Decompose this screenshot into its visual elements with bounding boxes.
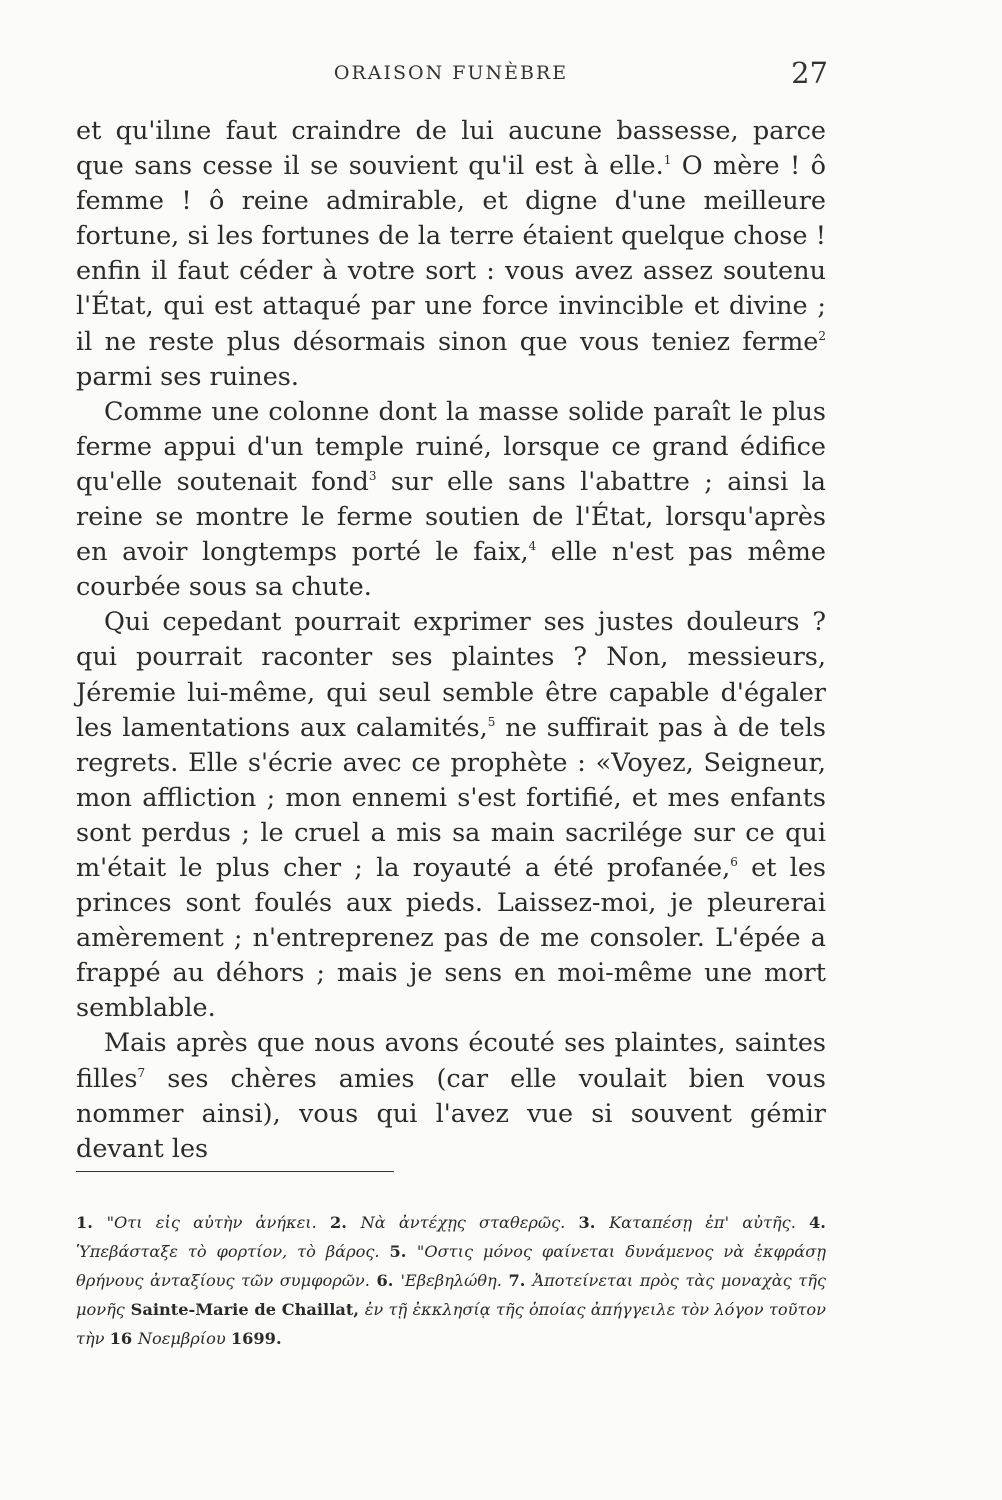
footnote-text: Νὰ ἀντέχῃς σταθερῶς. <box>360 1213 566 1232</box>
footnote-6 <box>377 1271 502 1290</box>
text-run: ne suffirait pas à de tels regrets. Elle s'écrie avec ce prophète : «Voyez, Seigneur, mon affliction ; mon ennemi s'est fortifié, et mes enfants sont perdus ; le cruel a mis sa main sacrilége sur ce qui m'était le plus cher ; la royauté a été profanée, <box>76 712 826 883</box>
footnote-marker: 1 <box>663 153 672 168</box>
footnote-text: "Οστις μόνος φαίνεται δυνάμενος νὰ ἐκφράσῃ θρήνους ἀνταξίους τῶν συμφορῶν. <box>76 1242 826 1290</box>
footnote-marker: 2 <box>818 328 826 343</box>
footnote-number: 1. <box>76 1213 107 1232</box>
footnote-number: 7. <box>508 1271 533 1290</box>
footnote-marker: 3 <box>368 468 377 483</box>
text-run: et qu'ilıne faut craindre de lui aucune bassesse, parce que sans cesse il se souvient qu'il est à elle. <box>76 116 826 182</box>
footnote-number: 6. <box>376 1271 401 1290</box>
footnote-text: Ἀποτείνεται πρὸς τὰς μοναχὰς τῆς μονῆς <box>76 1271 827 1319</box>
footnote-date-day: 16 <box>109 1329 138 1348</box>
footnote-marker: 7 <box>137 1065 146 1080</box>
paragraph-p4 <box>76 1026 826 1166</box>
footnote-number: 4. <box>809 1213 826 1232</box>
text-run: sur elle sans l'abattre ; ainsi la reine se montre le ferme soutien de l'État, lorsqu'après en avoir longtemps porté le faix, <box>76 466 826 568</box>
paragraph-p1 <box>76 114 826 395</box>
footnote-text: "Οτι εἰς αὐτὴν ἀνήκει. <box>106 1213 317 1232</box>
text-run: ses chères amies (car elle voulait bien vous nommer ainsi), vous qui l'avez vue si souvent gémir devant les <box>76 1063 826 1164</box>
body-text <box>76 114 826 1167</box>
text-run: Qui cepedant pourrait exprimer ses justes douleurs ? qui pourrait raconter ses plaintes ? Non, messieurs, Jéremie lui-même, qui seul semble être capable d'égaler les lamentations aux calamités, <box>76 607 826 743</box>
paragraph-p2 <box>76 395 826 606</box>
footnote-number: 3. <box>578 1213 610 1232</box>
footnote-place-name: Sainte-Marie de Chaillat, <box>124 1300 365 1319</box>
footnote-marker: 4 <box>528 539 537 554</box>
footnote-text: Καταπέσῃ ἐπ' αὐτῆς. <box>609 1213 796 1232</box>
page-number: 27 <box>791 56 828 90</box>
running-head-title: ORAISON FUNÈBRE <box>333 62 569 84</box>
footnote-text: ἐν τῇ ἐκκλησίᾳ τῆς ὁποίας ἀπήγγειλε τὸν λόγον τοῦτον τὴν <box>76 1300 827 1348</box>
footnote-2 <box>330 1213 565 1232</box>
text-run: et les princes sont foulés aux pieds. Laissez-moi, je pleurerai amèrement ; n'entreprenez pas de me consoler. L'épée a frappé au déhors ; mais je sens en moi-même une mort semblable. <box>76 852 827 1024</box>
text-run: Comme une colonne dont la masse solide paraît le plus ferme appui d'un temple ruiné, lorsque ce grand édifice qu'elle soutenait fond <box>76 396 826 497</box>
footnote-3 <box>579 1213 796 1232</box>
footnote-number: 5. <box>389 1242 417 1261</box>
footnote-text: 'Εβεβηλώθη. <box>400 1271 502 1290</box>
text-run: O mère ! ô femme ! ô reine admirable, et digne d'une meilleure fortune, si les fortunes de la terre étaient quelque chose ! enfin il faut céder à votre sort : vous avez assez soutenu l'État, qui est attaqué par une force invincible et divine ; il ne reste plus désormais sinon que vous teniez ferme <box>76 151 826 357</box>
text-run: parmi ses ruines. <box>76 361 300 392</box>
footnote-date-month: Νοεμβρίου <box>137 1329 231 1348</box>
footnote-1 <box>76 1213 317 1232</box>
footnote-divider <box>76 1171 394 1172</box>
running-head <box>76 58 826 92</box>
footnote-marker: 5 <box>487 714 496 729</box>
text-run: elle n'est pas même courbée sous sa chute. <box>76 537 826 603</box>
footnote-number: 2. <box>329 1213 361 1232</box>
paragraph-p3 <box>76 605 826 1026</box>
footnotes <box>76 1208 826 1353</box>
text-run: Mais après que nous avons écouté ses plaintes, saintes filles <box>76 1028 826 1094</box>
footnote-text: Ὑπεβάσταξε τὸ φορτίον, τὸ βάρος. <box>76 1242 380 1261</box>
footnote-date-year: 1699. <box>230 1329 282 1348</box>
footnote-marker: 6 <box>730 854 738 869</box>
